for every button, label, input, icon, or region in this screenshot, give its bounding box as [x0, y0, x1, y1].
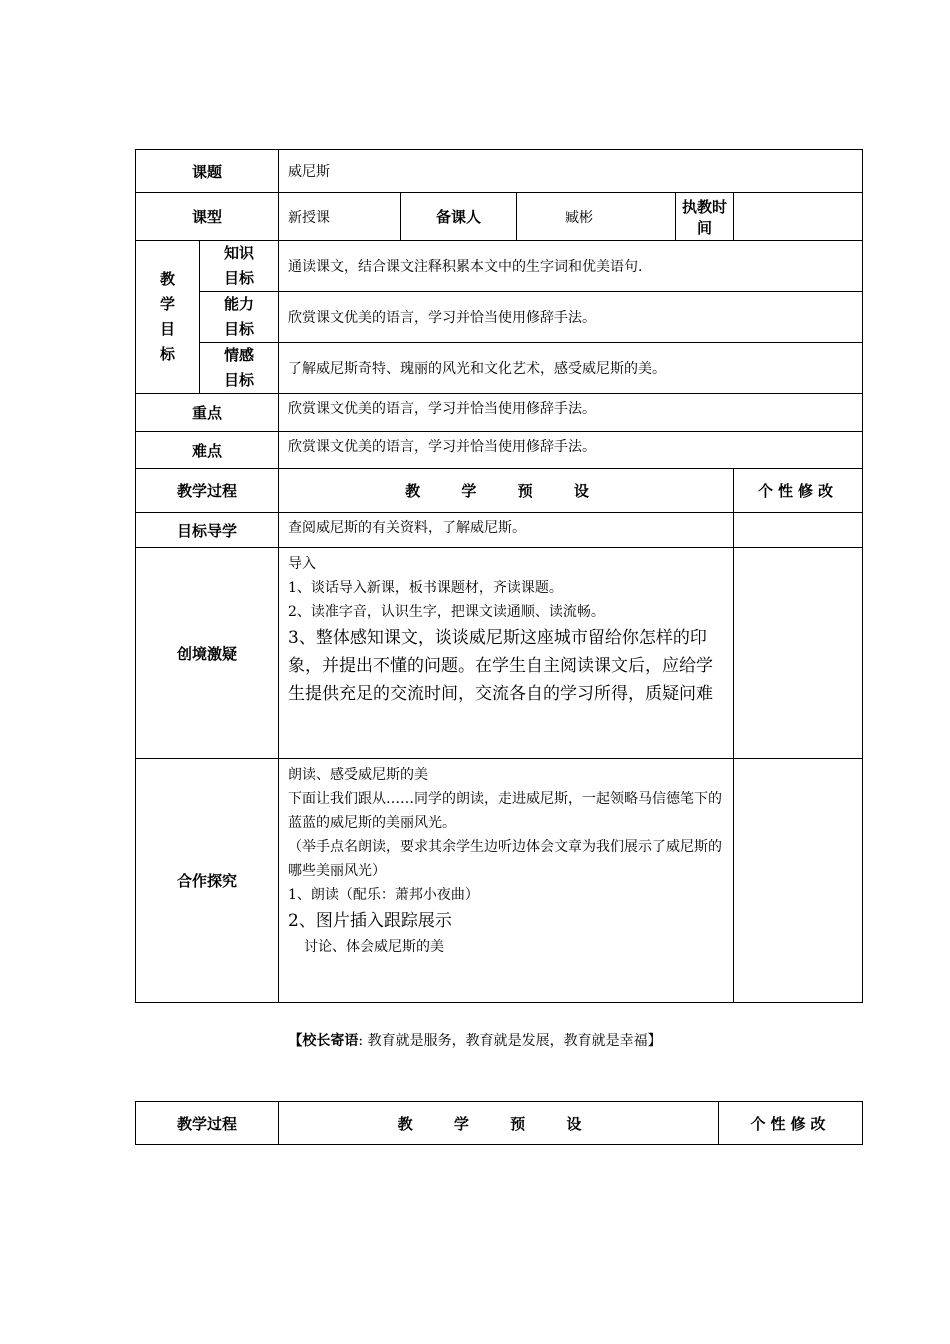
difficulty-label: 难点 [136, 432, 279, 469]
emotion-goal-text: 了解威尼斯奇特、瑰丽的风光和文化艺术，感受威尼斯的美。 [279, 343, 863, 394]
focus-text: 欣赏课文优美的语言，学习并恰当使用修辞手法。 [279, 394, 863, 432]
situation-row [136, 548, 863, 759]
cooperation-content: 朗读、感受威尼斯的美 下面让我们跟从……同学的朗读，走进威尼斯，一起领略马信德笔下的蓝蓝的威尼斯的美丽风光。 （举手点名朗读，要求其余学生边听边体会文章为我们展示了威尼斯的哪些美丽风光） 1、朗读（配乐：萧邦小夜曲） 2、图片插入跟踪展示 讨论、体会威尼斯的美 [279, 759, 734, 1003]
lesson-plan-table-2 [135, 1101, 863, 1145]
process-header-row [136, 469, 863, 513]
preparer-label: 备课人 [401, 193, 517, 241]
knowledge-goal-label: 知识 目标 [200, 241, 279, 292]
process-header-2-col3: 个性修改 [719, 1102, 863, 1145]
type-label: 课型 [136, 193, 279, 241]
teaching-time-value [734, 193, 863, 241]
teaching-goals-label: 教 学 目 标 [136, 241, 200, 394]
situation-content: 导入 1、谈话导入新课，板书课题材，齐读课题。 2、读准字音，认识生字，把课文读通顺、读流畅。 3、整体感知课文，谈谈威尼斯这座城市留给你怎样的印象，并提出不懂的问题。在学生自主阅读课文后，应给学生提供充足的交流时间，交流各自的学习所得，质疑问难 [279, 548, 734, 759]
guide-label: 目标导学 [136, 513, 279, 548]
teaching-time-label: 执教时间 [676, 193, 734, 241]
cooperation-label: 合作探究 [136, 759, 279, 1003]
type-value: 新授课 [279, 193, 401, 241]
ability-goal-row [136, 292, 863, 343]
topic-label: 课题 [136, 150, 279, 193]
guide-revision [734, 513, 863, 548]
situation-revision [734, 548, 863, 759]
focus-row [136, 394, 863, 432]
type-row [136, 193, 863, 241]
process-header-2-col1: 教学过程 [136, 1102, 279, 1145]
situation-label: 创境激疑 [136, 548, 279, 759]
emotion-goal-row [136, 343, 863, 394]
difficulty-row [136, 432, 863, 469]
principal-motto: 【校长寄语: 教育就是服务，教育就是发展，教育就是幸福】 [288, 1033, 662, 1049]
knowledge-goal-text: 通读课文，结合课文注释积累本文中的生字词和优美语句. [279, 241, 863, 292]
topic-value: 威尼斯 [279, 150, 863, 193]
ability-goal-text: 欣赏课文优美的语言，学习并恰当使用修辞手法。 [279, 292, 863, 343]
cooperation-row [136, 759, 863, 1003]
guide-text: 查阅威尼斯的有关资料，了解威尼斯。 [279, 513, 734, 548]
lesson-plan-table [135, 149, 863, 1003]
guide-row [136, 513, 863, 548]
process-header-row-2 [136, 1102, 863, 1145]
difficulty-text: 欣赏课文优美的语言，学习并恰当使用修辞手法。 [279, 432, 863, 469]
knowledge-goal-row [136, 241, 863, 292]
emotion-goal-label: 情感 目标 [200, 343, 279, 394]
ability-goal-label: 能力 目标 [200, 292, 279, 343]
cooperation-revision [734, 759, 863, 1003]
preparer-value: 臧彬 [517, 193, 676, 241]
process-header-2-col2: 教 学 预 设 [279, 1102, 719, 1145]
focus-label: 重点 [136, 394, 279, 432]
process-header-col1: 教学过程 [136, 469, 279, 513]
process-header-col3: 个性修改 [734, 469, 863, 513]
topic-row [136, 150, 863, 193]
process-header-col2: 教 学 预 设 [279, 469, 734, 513]
